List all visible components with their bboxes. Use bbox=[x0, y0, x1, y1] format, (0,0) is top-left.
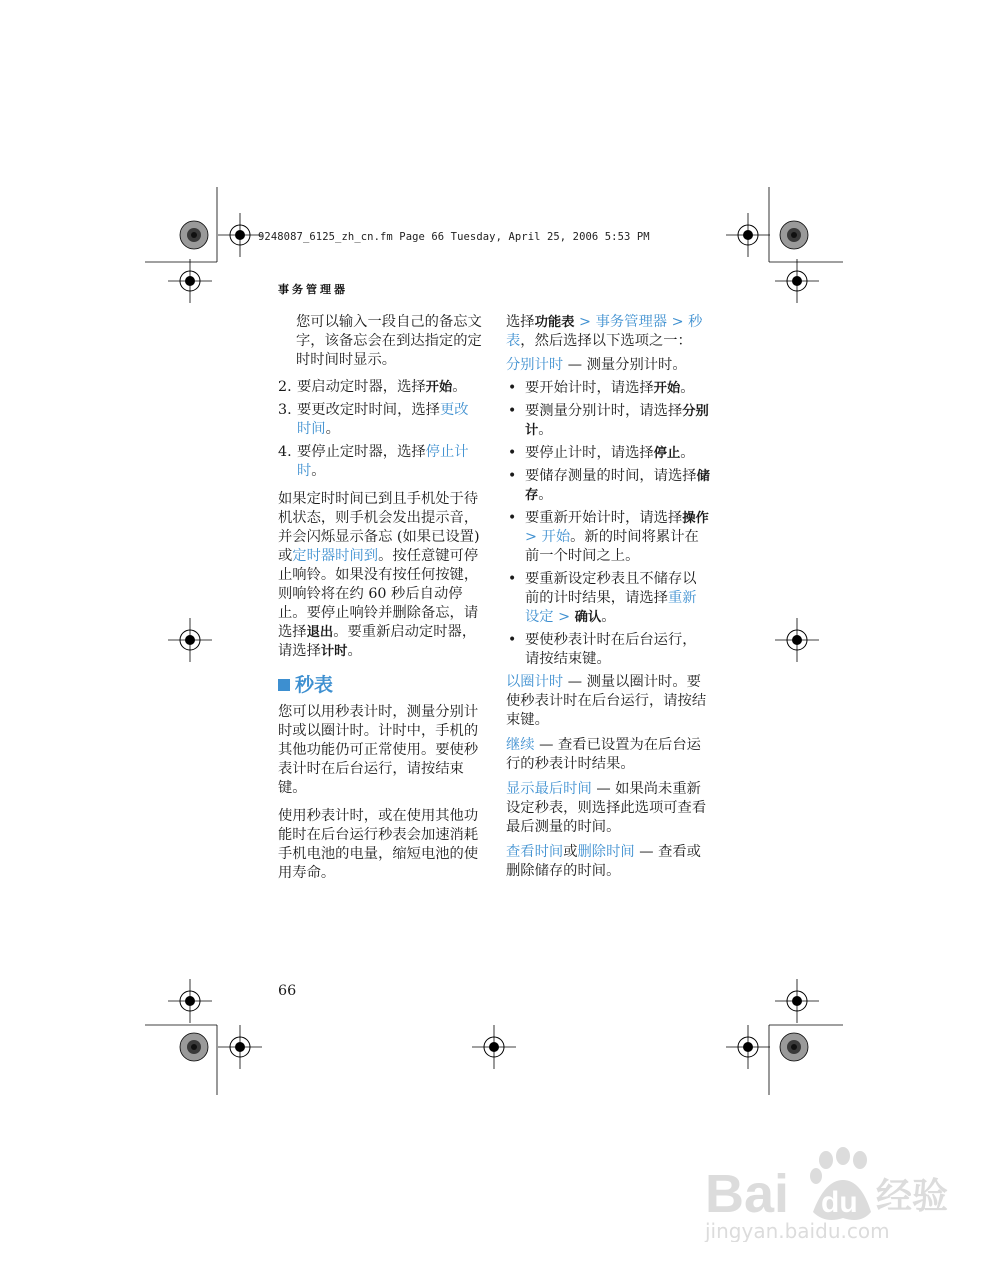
bullet-option: 操作 bbox=[682, 511, 709, 526]
registration-mark bbox=[775, 979, 819, 1023]
registration-mark bbox=[218, 1025, 262, 1069]
step-option: 开始 bbox=[425, 380, 453, 395]
bullet-item: • 要开始计时，请选择开始。 bbox=[508, 380, 695, 396]
intro-text: 您可以输入一段自己的备忘文字，该备忘会在到达指定的定时时间时显示。 bbox=[296, 314, 482, 368]
registration-mark bbox=[775, 618, 819, 662]
timer-expired-paragraph: 如果定时时间已到且手机处于待机状态，则手机会发出提示音，并会闪烁显示备忘 (如果已设置) 或定时器时间到。按任意键可停止响铃。如果没有按任何按键，则响铃将在约 60 秒后自动停止。要停止响铃并删除备忘，请选择退出。要重新启动定时器，请选择计时。 bbox=[278, 491, 480, 659]
stopwatch-link[interactable]: 秒表 bbox=[506, 314, 703, 349]
view-delete-option: 查看时间或删除时间 — 查看或删除储存的时间。 bbox=[506, 844, 701, 879]
split-timing-option: 分别计时 — 测量分别计时。 bbox=[506, 357, 687, 373]
stopwatch-intro: 您可以用秒表计时，测量分别计时或以圈计时。计时中，手机的其他功能仍可正常使用。要使秒表计时在后台运行，请按结束键。 bbox=[278, 704, 479, 796]
bullet-link[interactable]: 重新设定 bbox=[525, 590, 697, 625]
registration-mark bbox=[168, 979, 212, 1023]
bullet-option: 分别计 bbox=[525, 404, 709, 438]
registration-mark bbox=[726, 1025, 770, 1069]
color-bar-mark bbox=[780, 1033, 808, 1061]
step-item: 4. 要停止定时器，选择停止计时。 bbox=[278, 444, 469, 479]
registration-mark bbox=[168, 259, 212, 303]
bullet-option: 停止 bbox=[653, 446, 681, 461]
bullet-item: • 要重新设定秒表且不储存以前的计时结果，请选择重新设定 > 确认。 bbox=[508, 571, 697, 625]
bullet-icon: • bbox=[508, 468, 517, 484]
continue-term[interactable]: 继续 bbox=[506, 737, 535, 753]
baidu-jingyan-watermark bbox=[693, 1142, 963, 1242]
registration-marks bbox=[168, 213, 819, 1069]
bullet-icon: • bbox=[508, 510, 517, 526]
exit-option: 退出 bbox=[306, 625, 334, 640]
step-item: 3. 要更改定时时间，选择更改时间。 bbox=[278, 402, 469, 437]
watermark-brand-left: Bai bbox=[705, 1164, 790, 1224]
show-last-option: 显示最后时间 — 如果尚未重新设定秒表，则选择此选项可查看最后测量的时间。 bbox=[506, 781, 707, 835]
lap-timing-term[interactable]: 以圈计时 bbox=[506, 674, 564, 690]
step-number: 2. bbox=[278, 379, 292, 395]
bullet-icon: • bbox=[508, 632, 517, 648]
view-times-term[interactable]: 查看时间 bbox=[506, 844, 564, 860]
step-number: 3. bbox=[278, 402, 292, 418]
bullet-icon: • bbox=[508, 403, 517, 419]
registration-mark bbox=[472, 1025, 516, 1069]
bullet-item: • 要使秒表计时在后台运行，请按结束键。 bbox=[508, 632, 697, 667]
bullet-option: 储存 bbox=[525, 469, 710, 503]
step-item: 2. 要启动定时器，选择开始。 bbox=[278, 379, 467, 395]
step-number: 4. bbox=[278, 444, 292, 460]
bullet-link[interactable]: 开始 bbox=[541, 529, 571, 545]
page-number: 66 bbox=[278, 983, 297, 999]
registration-mark bbox=[218, 213, 262, 257]
watermark-brand-right: du bbox=[821, 1186, 858, 1219]
paw-logo-icon bbox=[693, 1142, 963, 1242]
color-bar-mark bbox=[780, 221, 808, 249]
step-link[interactable]: 停止计时 bbox=[297, 444, 469, 479]
bullet-item: • 要停止计时，请选择停止。 bbox=[508, 445, 695, 461]
delete-times-term[interactable]: 删除时间 bbox=[577, 844, 635, 860]
section-header: 事务管理器 bbox=[278, 283, 348, 296]
color-bar-marks bbox=[180, 221, 808, 1061]
show-last-term[interactable]: 显示最后时间 bbox=[506, 781, 592, 797]
lap-timing-option: 以圈计时 — 测量以圈计时。要使秒表计时在后台运行，请按结束键。 bbox=[506, 674, 707, 728]
stopwatch-heading: 秒表 bbox=[278, 676, 482, 695]
color-bar-mark bbox=[180, 1033, 208, 1061]
continue-option: 继续 — 查看已设置为在后台运行的秒表计时结果。 bbox=[506, 737, 701, 772]
bullet-item: • 要储存测量的时间，请选择储存。 bbox=[508, 468, 710, 503]
bullet-item: • 要重新开始计时，请选择操作 > 开始。新的时间将累计在前一个时间之上。 bbox=[508, 510, 709, 564]
watermark-url: jingyan.baidu.com bbox=[705, 1219, 890, 1242]
menu-label: 功能表 bbox=[534, 315, 575, 330]
step-link[interactable]: 更改时间 bbox=[297, 402, 469, 437]
registration-mark bbox=[168, 618, 212, 662]
bullet-item: • 要测量分别计时，请选择分别计。 bbox=[508, 403, 709, 438]
battery-warning: 使用秒表计时，或在使用其他功能时在后台运行秒表会加速消耗手机电池的电量，缩短电池的使用寿命。 bbox=[278, 808, 479, 881]
split-timing-term[interactable]: 分别计时 bbox=[506, 357, 564, 373]
organiser-link[interactable]: 事务管理器 bbox=[595, 314, 668, 330]
print-header: 9248087_6125_zh_cn.fm Page 66 Tuesday, April 25, 2006 5:53 PM bbox=[258, 231, 650, 243]
color-bar-mark bbox=[180, 221, 208, 249]
watermark-brand-cn: 经验 bbox=[876, 1176, 949, 1217]
registration-mark bbox=[775, 259, 819, 303]
bullet-option: 开始 bbox=[653, 381, 681, 396]
timer-expired-link[interactable]: 定时器时间到 bbox=[292, 548, 379, 564]
bullet-icon: • bbox=[508, 445, 517, 461]
bullet-option: 确认 bbox=[574, 610, 602, 625]
bullet-icon: • bbox=[508, 380, 517, 396]
menu-path: 选择功能表 > 事务管理器 > 秒表，然后选择以下选项之一： bbox=[506, 314, 703, 349]
timer-option: 计时 bbox=[320, 644, 348, 659]
registration-mark bbox=[726, 213, 770, 257]
bullet-icon: • bbox=[508, 571, 517, 587]
crop-lines bbox=[145, 187, 843, 1095]
